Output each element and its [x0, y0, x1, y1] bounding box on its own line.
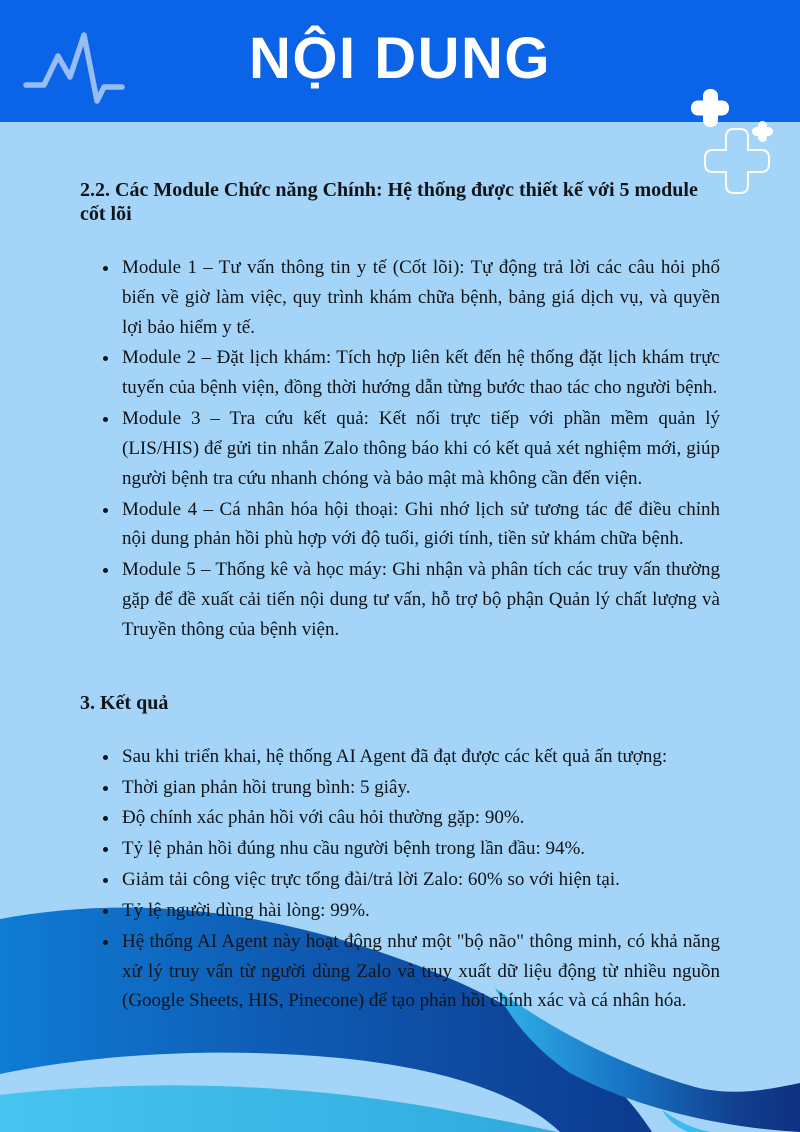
list-item: • Sau khi triển khai, hệ thống AI Agent đã đạt được các kết quả ấn tượng: [120, 742, 720, 772]
list-item: • Module 3 – Tra cứu kết quả: Kết nối trực tiếp với phần mềm quản lý (LIS/HIS) để gửi tin nhắn Zalo thông báo khi có kết quả xét nghiệm mới, giúp người bệnh tra cứu nhanh chóng và bảo mật mà không cần đến viện. [120, 404, 720, 493]
bullet-list [80, 742, 720, 1016]
plus-cross-small-icon [752, 121, 773, 142]
list-item: • Module 4 – Cá nhân hóa hội thoại: Ghi nhớ lịch sử tương tác để điều chỉnh nội dung phản hồi phù hợp với độ tuổi, giới tính, tiền sử khám chữa bệnh. [120, 495, 720, 555]
list-item: • Giảm tải công việc trực tổng đài/trả lời Zalo: 60% so với hiện tại. [120, 865, 720, 895]
section [80, 691, 720, 1016]
list-item: • Độ chính xác phản hồi với câu hỏi thường gặp: 90%. [120, 803, 720, 833]
page-title: NỘI DUNG [249, 26, 551, 91]
section-heading: 3. Kết quả [80, 691, 169, 714]
list-item: • Thời gian phản hồi trung bình: 5 giây. [120, 773, 720, 803]
section [80, 178, 720, 645]
list-item: • Tỷ lệ phản hồi đúng nhu cầu người bệnh trong lần đầu: 94%. [120, 834, 720, 864]
wave-cyan-shape [0, 1085, 558, 1132]
pulse-heartbeat-icon [18, 16, 130, 112]
bullet-list [80, 253, 720, 645]
section-heading: 2.2. Các Module Chức năng Chính: Hệ thống được thiết kế với 5 module cốt lõi [80, 179, 698, 225]
list-item: • Hệ thống AI Agent này hoạt động như một "bộ não" thông minh, có khả năng xử lý truy vấn từ người dùng Zalo và truy xuất dữ liệu động từ nhiều nguồn (Google Sheets, HIS, Pinecone) để tạo phản hồi chính xác và cá nhân hóa. [120, 927, 720, 1016]
list-item: • Module 5 – Thống kê và học máy: Ghi nhận và phân tích các truy vấn thường gặp để đề xuất cải tiến nội dung tư vấn, hỗ trợ bộ phận Quản lý chất lượng và Truyền thông của bệnh viện. [120, 555, 720, 644]
list-item: • Tỷ lệ người dùng hài lòng: 99%. [120, 896, 720, 926]
content-area [0, 178, 800, 1016]
list-item: • Module 1 – Tư vấn thông tin y tế (Cốt lõi): Tự động trả lời các câu hỏi phổ biến về giờ làm việc, quy trình khám chữa bệnh, bảng giá dịch vụ, và quyền lợi bảo hiểm y tế. [120, 253, 720, 342]
list-item: • Module 2 – Đặt lịch khám: Tích hợp liên kết đến hệ thống đặt lịch khám trực tuyến của bệnh viện, đồng thời hướng dẫn từng bước thao tác cho người bệnh. [120, 343, 720, 403]
